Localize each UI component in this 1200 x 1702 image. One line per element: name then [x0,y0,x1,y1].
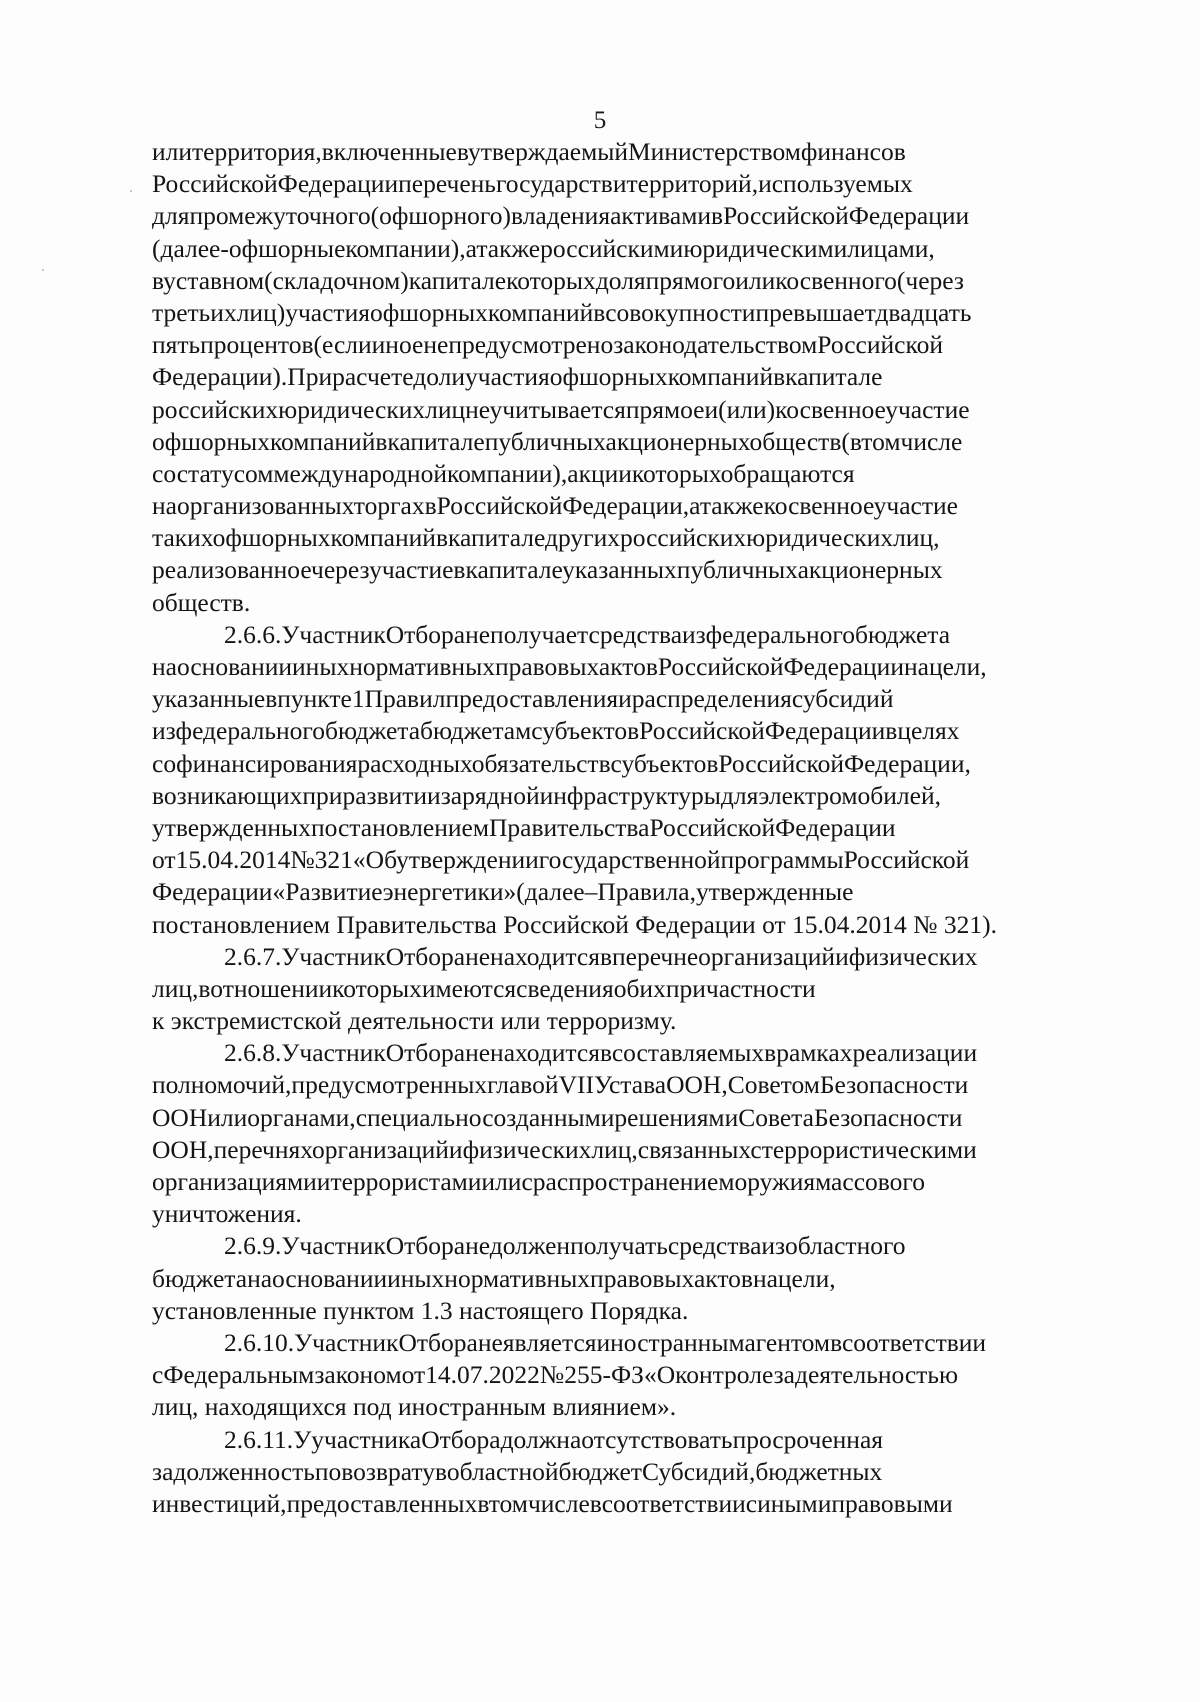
text-line: (далее-офшорныекомпании),атакжероссийскимиюридическимилицами, [152,233,935,263]
paragraph [152,1424,1140,1521]
text-line: указанныевпункте1Правилпредоставленияираспределениясубсидий [152,684,894,714]
paragraph [152,1230,1140,1327]
text-line: установленные пунктом 1.3 настоящего Порядка. [152,1295,689,1325]
text-line: утвержденныхпостановлениемПравительстваРоссийскойФедерации [152,812,896,842]
text-line: РоссийскойФедерациипереченьгосударствитерриторий,используемых [152,169,913,199]
text-line: лиц,вотношениикоторыхимеютсясведенияобихпричастности [152,973,816,1003]
text-line: 2.6.9.УчастникОтборанедолженполучатьсредстваизобластного [224,1231,906,1261]
text-line: обществ. [152,587,251,617]
text-line: дляпромежуточного(офшорного)владенияактивамивРоссийскойФедерации [152,201,970,231]
text-line: 2.6.10.УчастникОтборанеявляетсяиностраннымагентомвсоответствии [224,1327,987,1357]
text-line: возникающихприразвитиизаряднойинфраструктурыдляэлектромобилей, [152,780,941,810]
text-line: наорганизованныхторгахвРоссийскойФедерации,атакжекосвенноеучастие [152,491,958,521]
text-line: изфедеральногобюджетабюджетамсубъектовРоссийскойФедерациивцелях [152,716,960,746]
text-line: 2.6.8.УчастникОтбораненаходитсявсоставляемыхврамкахреализации [224,1038,978,1068]
text-line: бюджетанаоснованиииныхнормативныхправовыхактовнацели, [152,1263,836,1293]
scan-speck [42,269,44,271]
text-line: илитерритория,включенныевутверждаемыйМинистерствомфинансов [152,137,906,166]
document-body [152,136,1140,1520]
text-line: задолженностьповозвратувобластнойбюджетСубсидий,бюджетных [152,1456,883,1486]
text-line: ООНилиорганами,специальносозданнымирешениямиСоветаБезопасности [152,1102,963,1132]
paragraph [152,1037,1140,1230]
text-line: 2.6.11.УучастникаОтборадолжнаотсутствоватьпросроченная [224,1424,883,1454]
text-line: реализованноечерезучастиевкапиталеуказанныхпубличныхакционерных [152,555,943,585]
text-line: постановлением Правительства Российской Федерации от 15.04.2014 № 321). [152,909,997,939]
page-number: 5 [593,107,607,134]
text-line: уничтожения. [152,1199,302,1229]
paragraph [152,1327,1140,1424]
text-line: наоснованиииныхнормативныхправовыхактовРоссийскойФедерациинацели, [152,652,987,681]
text-line: к экстремистской деятельности или терроризму. [152,1006,677,1036]
text-line: лиц, находящихся под иностранным влиянием». [152,1392,677,1422]
text-line: российскихюридическихлицнеучитываетсяпрямоеи(или)косвенноеучастие [152,394,970,424]
text-line: третьихлиц)участияофшорныхкомпанийвсовокупностипревышаетдвадцать [152,297,972,327]
text-line: вуставном(складочном)капиталекоторыхдоляпрямогоиликосвенного(через [152,265,964,295]
text-line: Федерации).Прирасчетедолиучастияофшорныхкомпанийвкапитале [152,362,883,392]
text-line: ООН,перечняхорганизацийифизическихлиц,связанныхстеррористическими [152,1134,977,1164]
paragraph [152,619,1140,941]
text-line: инвестиций,предоставленныхвтомчислевсоответствиисинымиправовыми [152,1488,953,1518]
text-line: такихофшорныхкомпанийвкапиталедругихроссийскихюридическихлиц, [152,523,940,553]
text-line: организациямиитеррористамиилисраспространениеморужиямассового [152,1167,925,1196]
text-line: от15.04.2014№321«ОбутверждениигосударственнойпрограммыРоссийской [152,845,970,875]
text-line: сФедеральнымзакономот14.07.2022№255-ФЗ«Оконтролезадеятельностью [152,1360,958,1390]
text-line: состатусоммеждународнойкомпании),акциикоторыхобращаются [152,458,855,488]
text-line: софинансированиярасходныхобязательствсубъектовРоссийскойФедерации, [152,748,971,778]
text-line: 2.6.7.УчастникОтбораненаходитсявперечнеорганизацийифизических [224,941,978,971]
text-line: полномочий,предусмотренныхглавойVIIУставаООН,СоветомБезопасности [152,1070,969,1100]
paragraph [152,941,1140,1038]
text-line: Федерации«Развитиеэнергетики»(далее–Правила,утвержденные [152,877,854,907]
paragraph [152,136,1140,619]
text-line: пятьпроцентов(еслииноенепредусмотренозаконодательствомРоссийской [152,330,943,360]
scan-speck [130,190,132,192]
text-line: 2.6.6.УчастникОтборанеполучаетсредстваизфедеральногобюджета [224,619,951,649]
text-line: офшорныхкомпанийвкапиталепубличныхакционерныхобществ(втомчисле [152,426,963,456]
